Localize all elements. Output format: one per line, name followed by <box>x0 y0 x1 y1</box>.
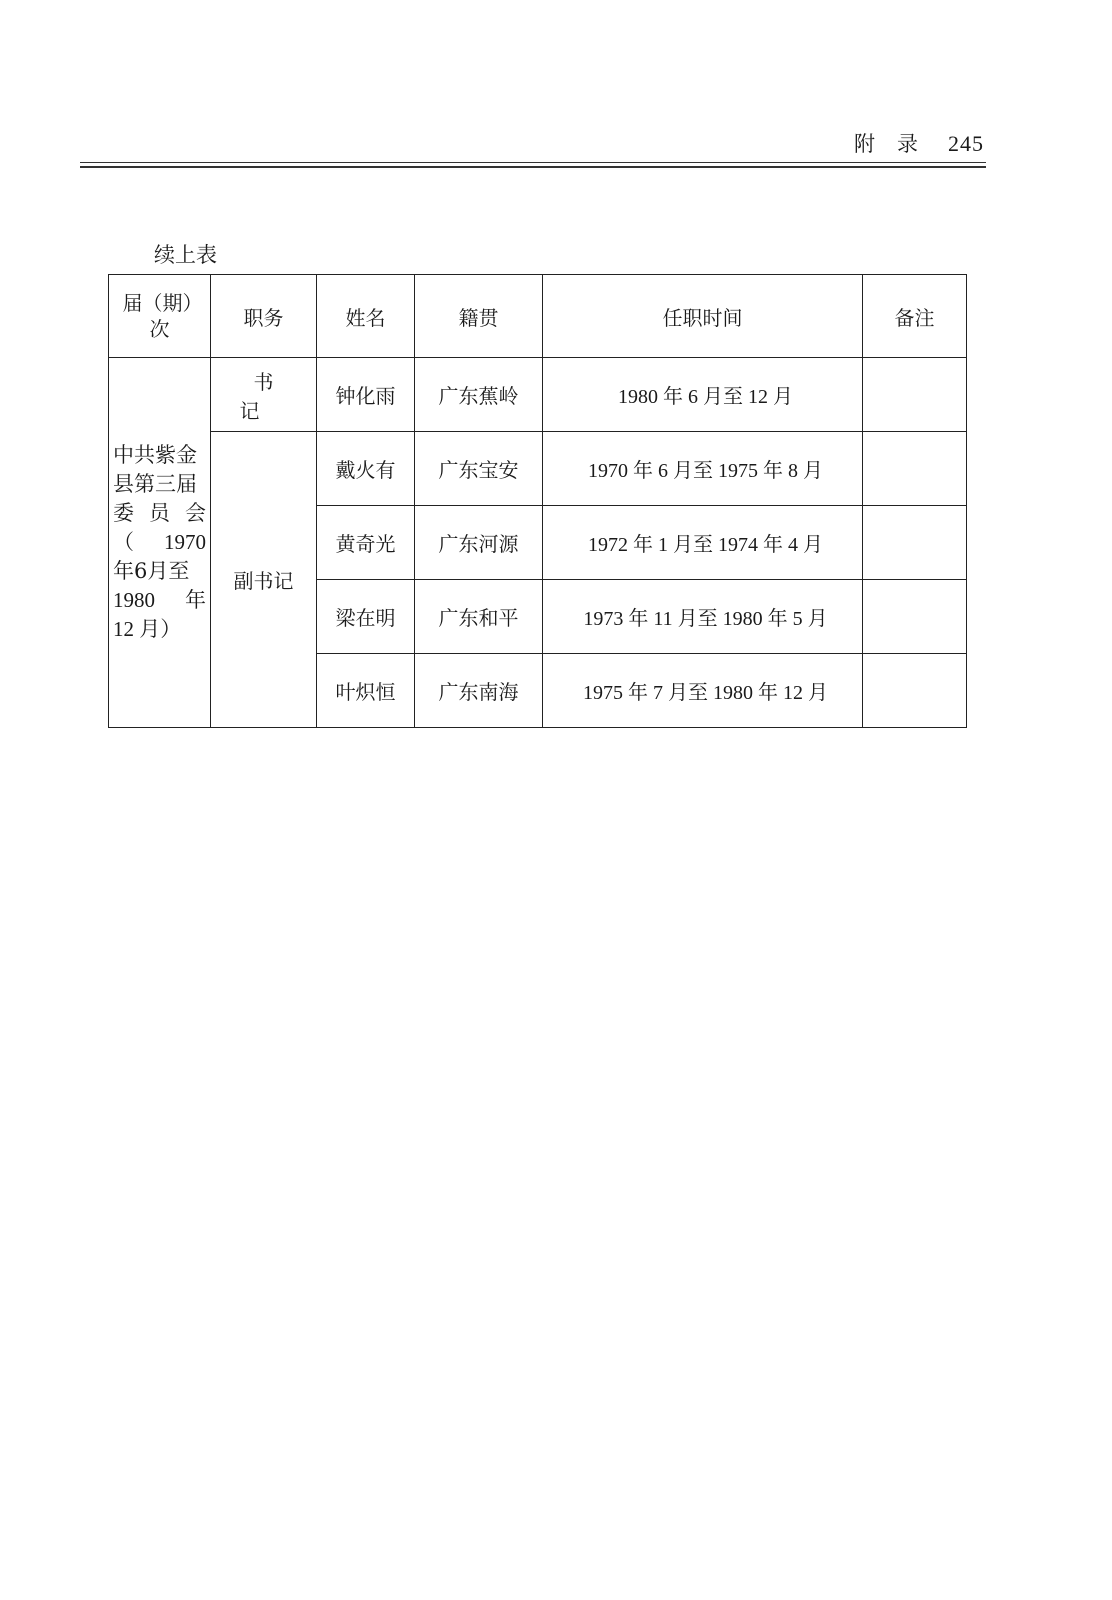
remarks-cell <box>863 432 967 506</box>
term-line: 年6月至 <box>113 559 190 583</box>
period-cell: 1975 年 7 月至 1980 年 12 月 <box>543 654 863 728</box>
running-header <box>854 128 984 158</box>
section-title: 附录 <box>854 132 940 156</box>
name-cell: 戴火有 <box>317 432 415 506</box>
term-line: 县第三届 <box>113 472 197 496</box>
remarks-cell <box>863 506 967 580</box>
position-cell <box>211 358 317 432</box>
period-cell: 1972 年 1 月至 1974 年 4 月 <box>543 506 863 580</box>
name-cell: 叶炽恒 <box>317 654 415 728</box>
name-cell: 梁在明 <box>317 580 415 654</box>
roster-table <box>108 274 967 728</box>
table-caption: 续上表 <box>154 243 217 267</box>
table-row <box>109 432 967 506</box>
header-name: 姓名 <box>317 275 415 358</box>
header-term-line: 届（期） <box>122 291 203 315</box>
term-line: （1970 <box>113 530 206 554</box>
table-row <box>109 358 967 432</box>
term-line: 委 员 会 <box>113 501 206 525</box>
table-header-row <box>109 275 967 358</box>
header-term <box>109 275 211 358</box>
origin-cell: 广东宝安 <box>415 432 543 506</box>
header-position: 职务 <box>211 275 317 358</box>
position-text: 书记 <box>239 369 302 423</box>
term-line: 中共紫金 <box>113 443 197 467</box>
header-origin: 籍贯 <box>415 275 543 358</box>
page-number: 245 <box>948 131 984 156</box>
origin-cell: 广东南海 <box>415 654 543 728</box>
header-term-line: 次 <box>149 317 170 341</box>
position-cell: 副书记 <box>211 432 317 728</box>
origin-cell: 广东蕉岭 <box>415 358 543 432</box>
remarks-cell <box>863 358 967 432</box>
term-line: 1980 年 <box>113 588 206 612</box>
period-cell: 1970 年 6 月至 1975 年 8 月 <box>543 432 863 506</box>
header-remarks: 备注 <box>863 275 967 358</box>
name-cell: 黄奇光 <box>317 506 415 580</box>
remarks-cell <box>863 580 967 654</box>
header-rule-thick <box>80 166 986 168</box>
term-cell <box>109 358 211 728</box>
period-cell: 1973 年 11 月至 1980 年 5 月 <box>543 580 863 654</box>
header-period: 任职时间 <box>543 275 863 358</box>
remarks-cell <box>863 654 967 728</box>
term-line: 12 月） <box>113 617 182 641</box>
origin-cell: 广东和平 <box>415 580 543 654</box>
name-cell: 钟化雨 <box>317 358 415 432</box>
header-rule-thin <box>80 162 986 163</box>
origin-cell: 广东河源 <box>415 506 543 580</box>
period-cell: 1980 年 6 月至 12 月 <box>543 358 863 432</box>
